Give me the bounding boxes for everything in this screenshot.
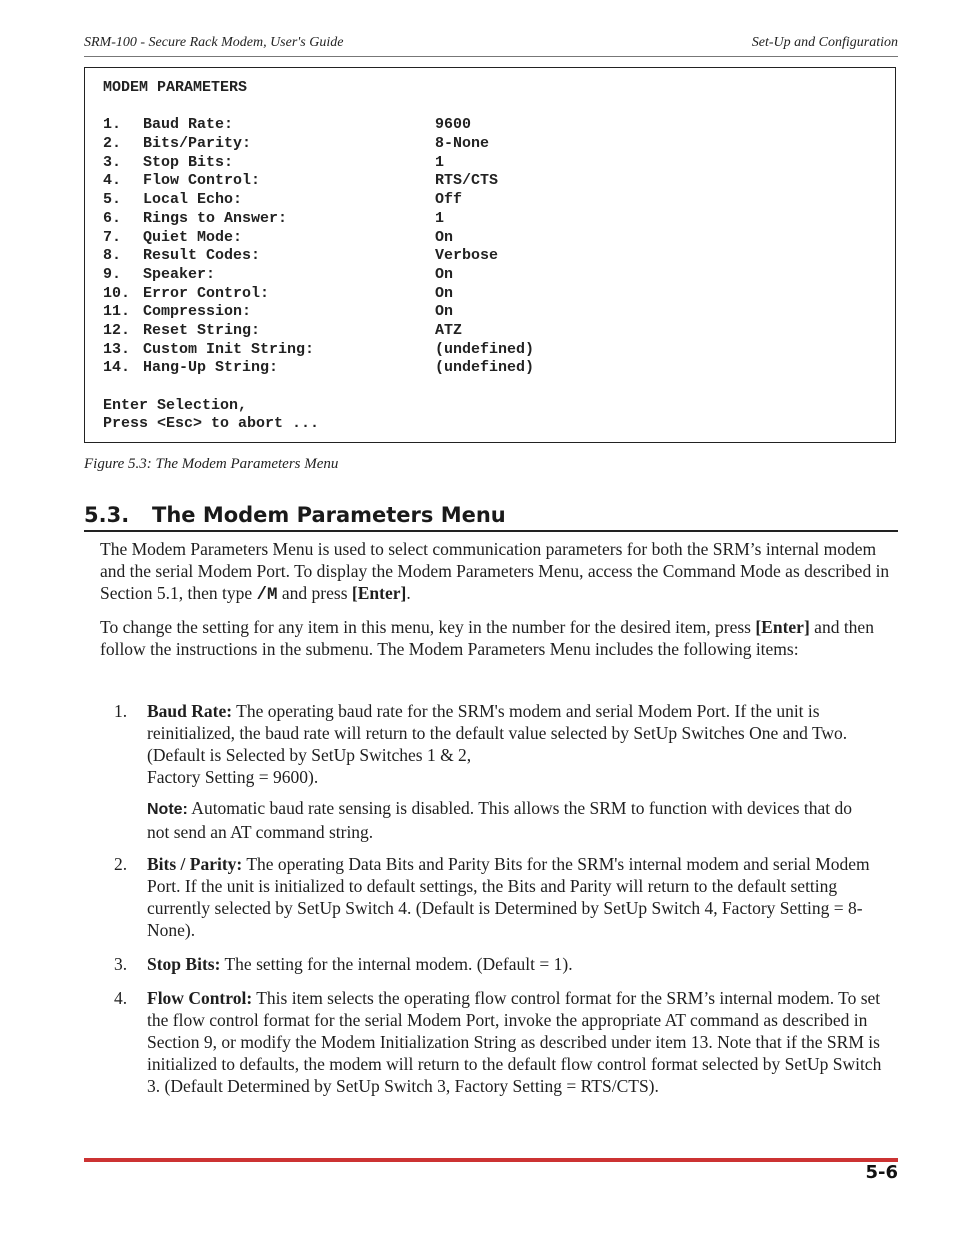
- note-block: Note: Automatic baud rate sensing is disabled. This allows the SRM to function with devices that do not send an AT command string.: [147, 798, 852, 842]
- menu-title: MODEM PARAMETERS: [103, 79, 248, 96]
- section-heading: [84, 503, 898, 527]
- enter-key: [Enter]: [351, 583, 407, 603]
- command-code: /M: [256, 585, 278, 605]
- page-number: 5-6: [865, 1162, 898, 1183]
- menu-item: 10. Error Control: On: [103, 284, 454, 302]
- terminal-text: [103, 79, 535, 434]
- item-term: Stop Bits:: [147, 954, 221, 974]
- menu-item: 12. Reset String: ATZ: [103, 321, 463, 339]
- section-title: The Modem Parameters Menu: [152, 503, 506, 527]
- menu-item: 6. Rings to Answer: 1: [103, 209, 445, 227]
- enter-key: [Enter]: [755, 617, 810, 637]
- paragraph: The Modem Parameters Menu is used to select communication parameters for both the SRM’s internal modem and the serial Modem Port. To display the Modem Parameters Menu, access the Command Mode as described in Section 5.1, then type /M and press [Enter].: [100, 539, 890, 605]
- menu-item: 7. Quiet Mode: On: [103, 228, 454, 246]
- header-rule: [84, 56, 898, 57]
- list-item: 4. Flow Control: This item selects the operating flow control format for the SRM’s internal modem. To set the flow control format for the serial Modem Port, invoke the appropriate AT command as described in Section 9, or modify the Modem Initialization String as described under item 13. Note that if the SRM is initialized to defaults, the modem will return to the default flow control format selected by SetUp Switch 3. (Default Determined by SetUp Switch 3, Factory Setting = RTS/CTS).: [114, 988, 882, 1096]
- menu-item: 13. Custom Init String: (undefined): [103, 340, 535, 358]
- menu-item: 3. Stop Bits: 1: [103, 153, 445, 171]
- footer-rule: [84, 1158, 898, 1162]
- figure-caption: Figure 5.3: The Modem Parameters Menu: [84, 456, 339, 472]
- menu-item: 11. Compression: On: [103, 303, 454, 321]
- section-number: 5.3.: [84, 503, 130, 527]
- menu-item: 8. Result Codes: Verbose: [103, 247, 499, 265]
- list-item: 3. Stop Bits: The setting for the internal modem. (Default = 1).: [114, 954, 573, 974]
- prompt-line: Enter Selection,: [103, 396, 248, 414]
- menu-item: 14. Hang-Up String: (undefined): [103, 359, 535, 377]
- item-term: Baud Rate:: [147, 701, 233, 721]
- menu-item: 4. Flow Control: RTS/CTS: [103, 172, 499, 190]
- paragraph: To change the setting for any item in this menu, key in the number for the desired item, press [Enter] and then follow the instructions in the submenu. The Modem Parameters Menu includes the following items:: [100, 617, 874, 659]
- note-label: Note:: [147, 801, 188, 818]
- list-item: 1. Baud Rate: The operating baud rate for the SRM's modem and serial Modem Port. If the unit is reinitialized, the baud rate will return to the default value selected by SetUp Switches One and Two. (Default is Selected by SetUp Switches 1 & 2, Factory Setting = 9600).: [114, 701, 848, 787]
- list-item: 2. Bits / Parity: The operating Data Bits and Parity Bits for the SRM's internal modem and serial Modem Port. If the unit is initialized to default settings, the Bits and Parity will return to the default setting currently selected by SetUp Switch 4. (Default is Determined by SetUp Switch 4, Factory Setting = 8-None).: [114, 854, 870, 940]
- header-doc-title: SRM-100 - Secure Rack Modem, User's Guide: [84, 35, 344, 50]
- item-term: Flow Control:: [147, 988, 253, 1008]
- menu-item: 1. Baud Rate: 9600: [103, 116, 472, 134]
- menu-item: 5. Local Echo: Off: [103, 191, 463, 209]
- header-chapter-title: Set-Up and Configuration: [751, 35, 898, 50]
- item-term: Bits / Parity:: [147, 854, 243, 874]
- terminal-screen-figure: [84, 67, 896, 443]
- section-rule: [84, 530, 898, 532]
- prompt-line: Press <Esc> to abort ...: [103, 415, 320, 433]
- menu-item: 2. Bits/Parity: 8-None: [103, 135, 490, 153]
- menu-item: 9. Speaker: On: [103, 265, 454, 283]
